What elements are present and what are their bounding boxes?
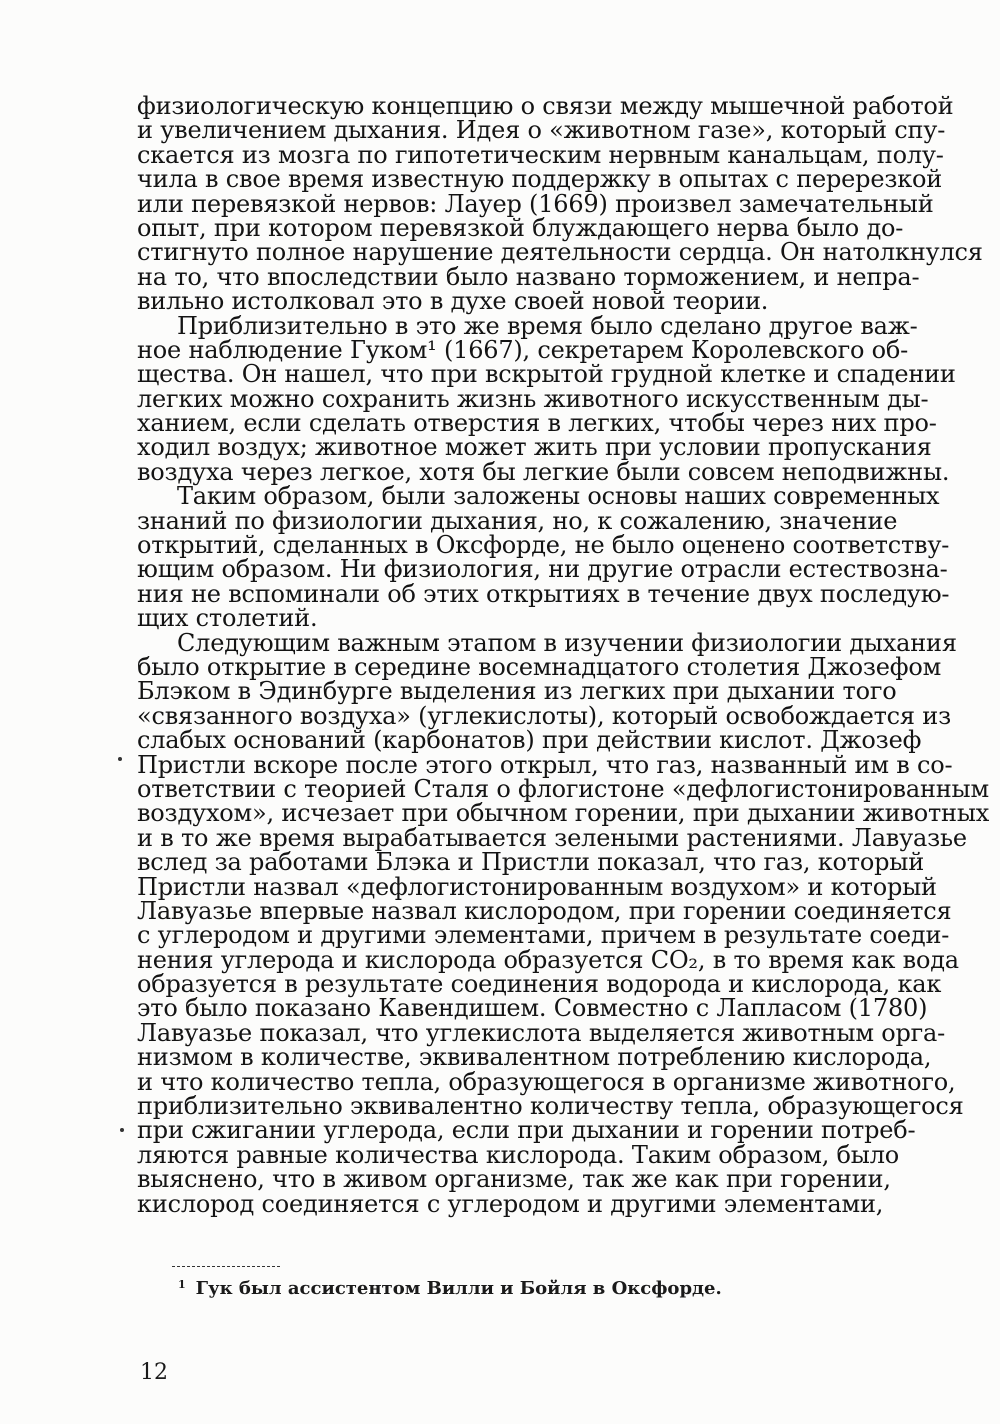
- margin-speck: [118, 757, 122, 761]
- text-line: или перевязкой нервов: Лауер (1669) произвел замечательный: [137, 189, 934, 218]
- text-line: Пристли назвал «дефлогистонированным воздухом» и который: [137, 872, 937, 901]
- text-line: и увеличением дыхания. Идея о «животном газе», который спу-: [137, 116, 946, 145]
- footnote-marker: 1: [178, 1278, 186, 1291]
- text-line: ходил воздух; животное может жить при условии пропускания: [137, 433, 932, 462]
- text-line: ное наблюдение Гуком¹ (1667), секретарем Королевского об-: [137, 335, 909, 364]
- paragraph-2: [137, 311, 956, 486]
- margin-speck: [120, 1128, 124, 1132]
- text-line: открытий, сделанных в Оксфорде, не было оценено соответству-: [137, 531, 950, 560]
- text-line: ханием, если сделать отверстия в легких, чтобы через них про-: [137, 409, 937, 438]
- text-line: кислород соединяется с углеродом и другими элементами,: [137, 1189, 884, 1218]
- text-line: нения углерода и кислорода образуется CO₂, в то время как вода: [137, 945, 959, 974]
- text-line: с углеродом и другими элементами, причем в результате соеди-: [137, 921, 950, 950]
- paragraph-4: [137, 628, 990, 1218]
- text-line: скается из мозга по гипотетическим нервным канальцам, полу-: [137, 140, 944, 169]
- text-line: ния не вспоминали об этих открытиях в течение двух последую-: [137, 579, 950, 608]
- text-line: воздуха через легкое, хотя бы легкие были совсем неподвижны.: [137, 457, 950, 486]
- text-line: ющим образом. Ни физиология, ни другие отрасли естествозна-: [137, 555, 948, 584]
- text-line: ответствии с теорией Сталя о флогистоне «дефлогистонированным: [137, 774, 989, 803]
- text-line: на то, что впоследствии было названо торможением, и непра-: [137, 262, 920, 291]
- page-number: 12: [140, 1360, 168, 1385]
- text-line: и что количество тепла, образующегося в организме животного,: [137, 1067, 956, 1096]
- text-line: Блэком в Эдинбурге выделения из легких при дыхании того: [137, 677, 897, 706]
- paragraph-1: [137, 92, 983, 316]
- text-line: воздухом», исчезает при обычном горении, при дыхании животных: [137, 799, 990, 828]
- footnote: [178, 1278, 722, 1299]
- text-line: вильно истолковал это в духе своей новой теории.: [137, 287, 769, 316]
- text-line: чила в свое время известную поддержку в опытах с перерезкой: [137, 165, 943, 194]
- text-line: стигнуто полное нарушение деятельности сердца. Он натолкнулся: [137, 238, 983, 267]
- text-line: приблизительно эквивалентно количеству тепла, образующегося: [137, 1092, 964, 1121]
- text-line: низмом в количестве, эквивалентном потреблению кислорода,: [137, 1043, 932, 1072]
- text-line: знаний по физиологии дыхания, но, к сожалению, значение: [137, 506, 898, 535]
- text-line: ляются равные количества кислорода. Таким образом, было: [137, 1140, 899, 1169]
- text-line: физиологическую концепцию о связи между мышечной работой: [137, 92, 954, 120]
- paragraph-3: [137, 482, 950, 633]
- text-line: и в то же время вырабатывается зелеными растениями. Лавуазье: [137, 823, 967, 852]
- text-line: Пристли вскоре после этого открыл, что газ, названный им в со-: [137, 750, 953, 779]
- text-line: «связанного воздуха» (углекислоты), который освобождается из: [137, 701, 951, 730]
- body-text: [137, 92, 990, 1218]
- text-line: опыт, при котором перевязкой блуждающего нерва было до-: [137, 213, 904, 242]
- footnote-text: Гук был ассистентом Вилли и Бойля в Оксфорде.: [195, 1278, 722, 1299]
- text-line: Лавуазье впервые назвал кислородом, при горении соединяется: [137, 896, 952, 925]
- text-line: вслед за работами Блэка и Пристли показал, что газ, который: [137, 848, 924, 877]
- text-line: щих столетий.: [137, 604, 318, 633]
- text-line: легких можно сохранить жизнь животного искусственным ды-: [137, 384, 929, 413]
- text-line: Приблизительно в это же время было сделано другое важ-: [177, 311, 918, 340]
- text-line: выяснено, что в живом организме, так же как при горении,: [137, 1165, 891, 1194]
- text-line: образуется в результате соединения водорода и кислорода, как: [137, 970, 942, 999]
- text-line: Таким образом, были заложены основы наших современных: [177, 482, 940, 511]
- text-line: это было показано Кавендишем. Совместно с Лапласом (1780): [137, 994, 928, 1023]
- text-line: было открытие в середине восемнадцатого столетия Джозефом: [137, 652, 942, 681]
- footnote-separator: [172, 1266, 280, 1267]
- text-line: слабых оснований (карбонатов) при действии кислот. Джозеф: [137, 726, 922, 755]
- text-line: при сжигании углерода, если при дыхании и горении потреб-: [137, 1116, 916, 1145]
- text-line: Лавуазье показал, что углекислота выделяется животным орга-: [137, 1018, 946, 1047]
- text-line: Следующим важным этапом в изучении физиологии дыхания: [177, 628, 957, 657]
- text-line: щества. Он нашел, что при вскрытой грудной клетке и спадении: [137, 360, 956, 389]
